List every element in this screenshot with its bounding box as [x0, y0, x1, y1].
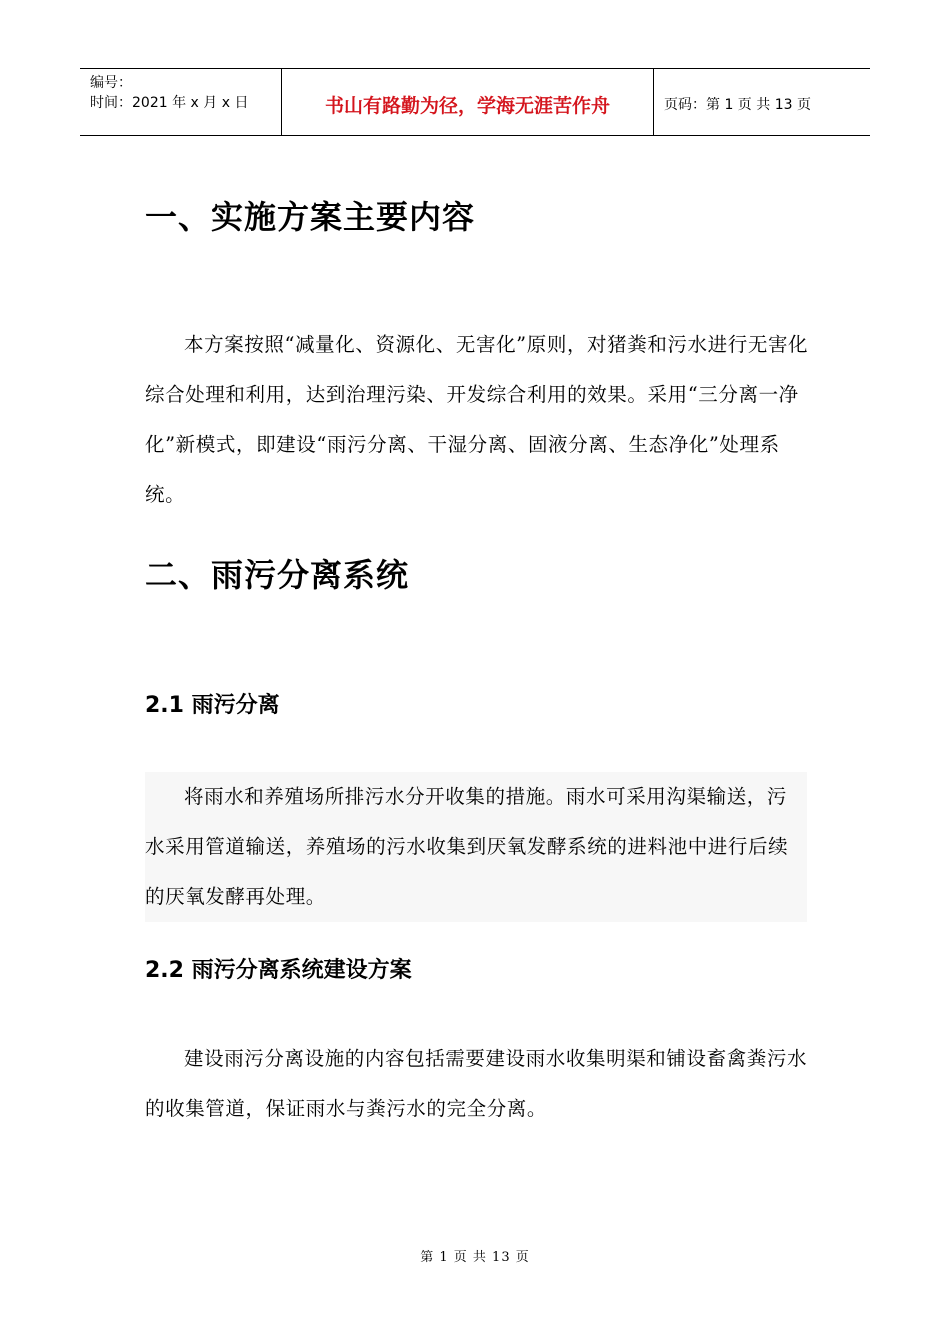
- number-label: 编号：: [90, 75, 132, 91]
- header-page-info: 页码：第 1 页 共 13 页: [664, 97, 811, 113]
- time-label: 时间：2021 年 x 月 x 日: [90, 95, 249, 111]
- section-1-paragraph: 本方案按照“减量化、资源化、无害化”原则，对猪粪和污水进行无害化综合处理和利用，达到治理污染、开发综合利用的效果。采用“三分离一净化”新模式，即建设“雨污分离、干湿分离、固液分离、生态净化”处理系统。: [145, 333, 809, 506]
- section-2-title: 二、雨污分离系统: [145, 556, 410, 594]
- header-meta: [80, 69, 282, 135]
- page-footer: 第 1 页 共 13 页: [420, 1250, 530, 1265]
- section-2-1-title: 2.1 雨污分离: [145, 693, 280, 718]
- page-header: [80, 68, 870, 136]
- section-2-1-paragraph: 将雨水和养殖场所排污水分开收集的措施。雨水可采用沟渠输送，污水采用管道输送，养殖场的污水收集到厌氧发酵系统的进料池中进行后续的厌氧发酵再处理。: [145, 772, 807, 922]
- header-motto: 书山有路勤为径，学海无涯苦作舟: [282, 69, 654, 135]
- section-2-2-title: 2.2 雨污分离系统建设方案: [145, 958, 412, 983]
- section-1-title: 一、实施方案主要内容: [145, 198, 476, 236]
- section-2-2-paragraph: 建设雨污分离设施的内容包括需要建设雨水收集明渠和铺设畜禽粪污水的收集管道，保证雨水与粪污水的完全分离。: [145, 1047, 808, 1120]
